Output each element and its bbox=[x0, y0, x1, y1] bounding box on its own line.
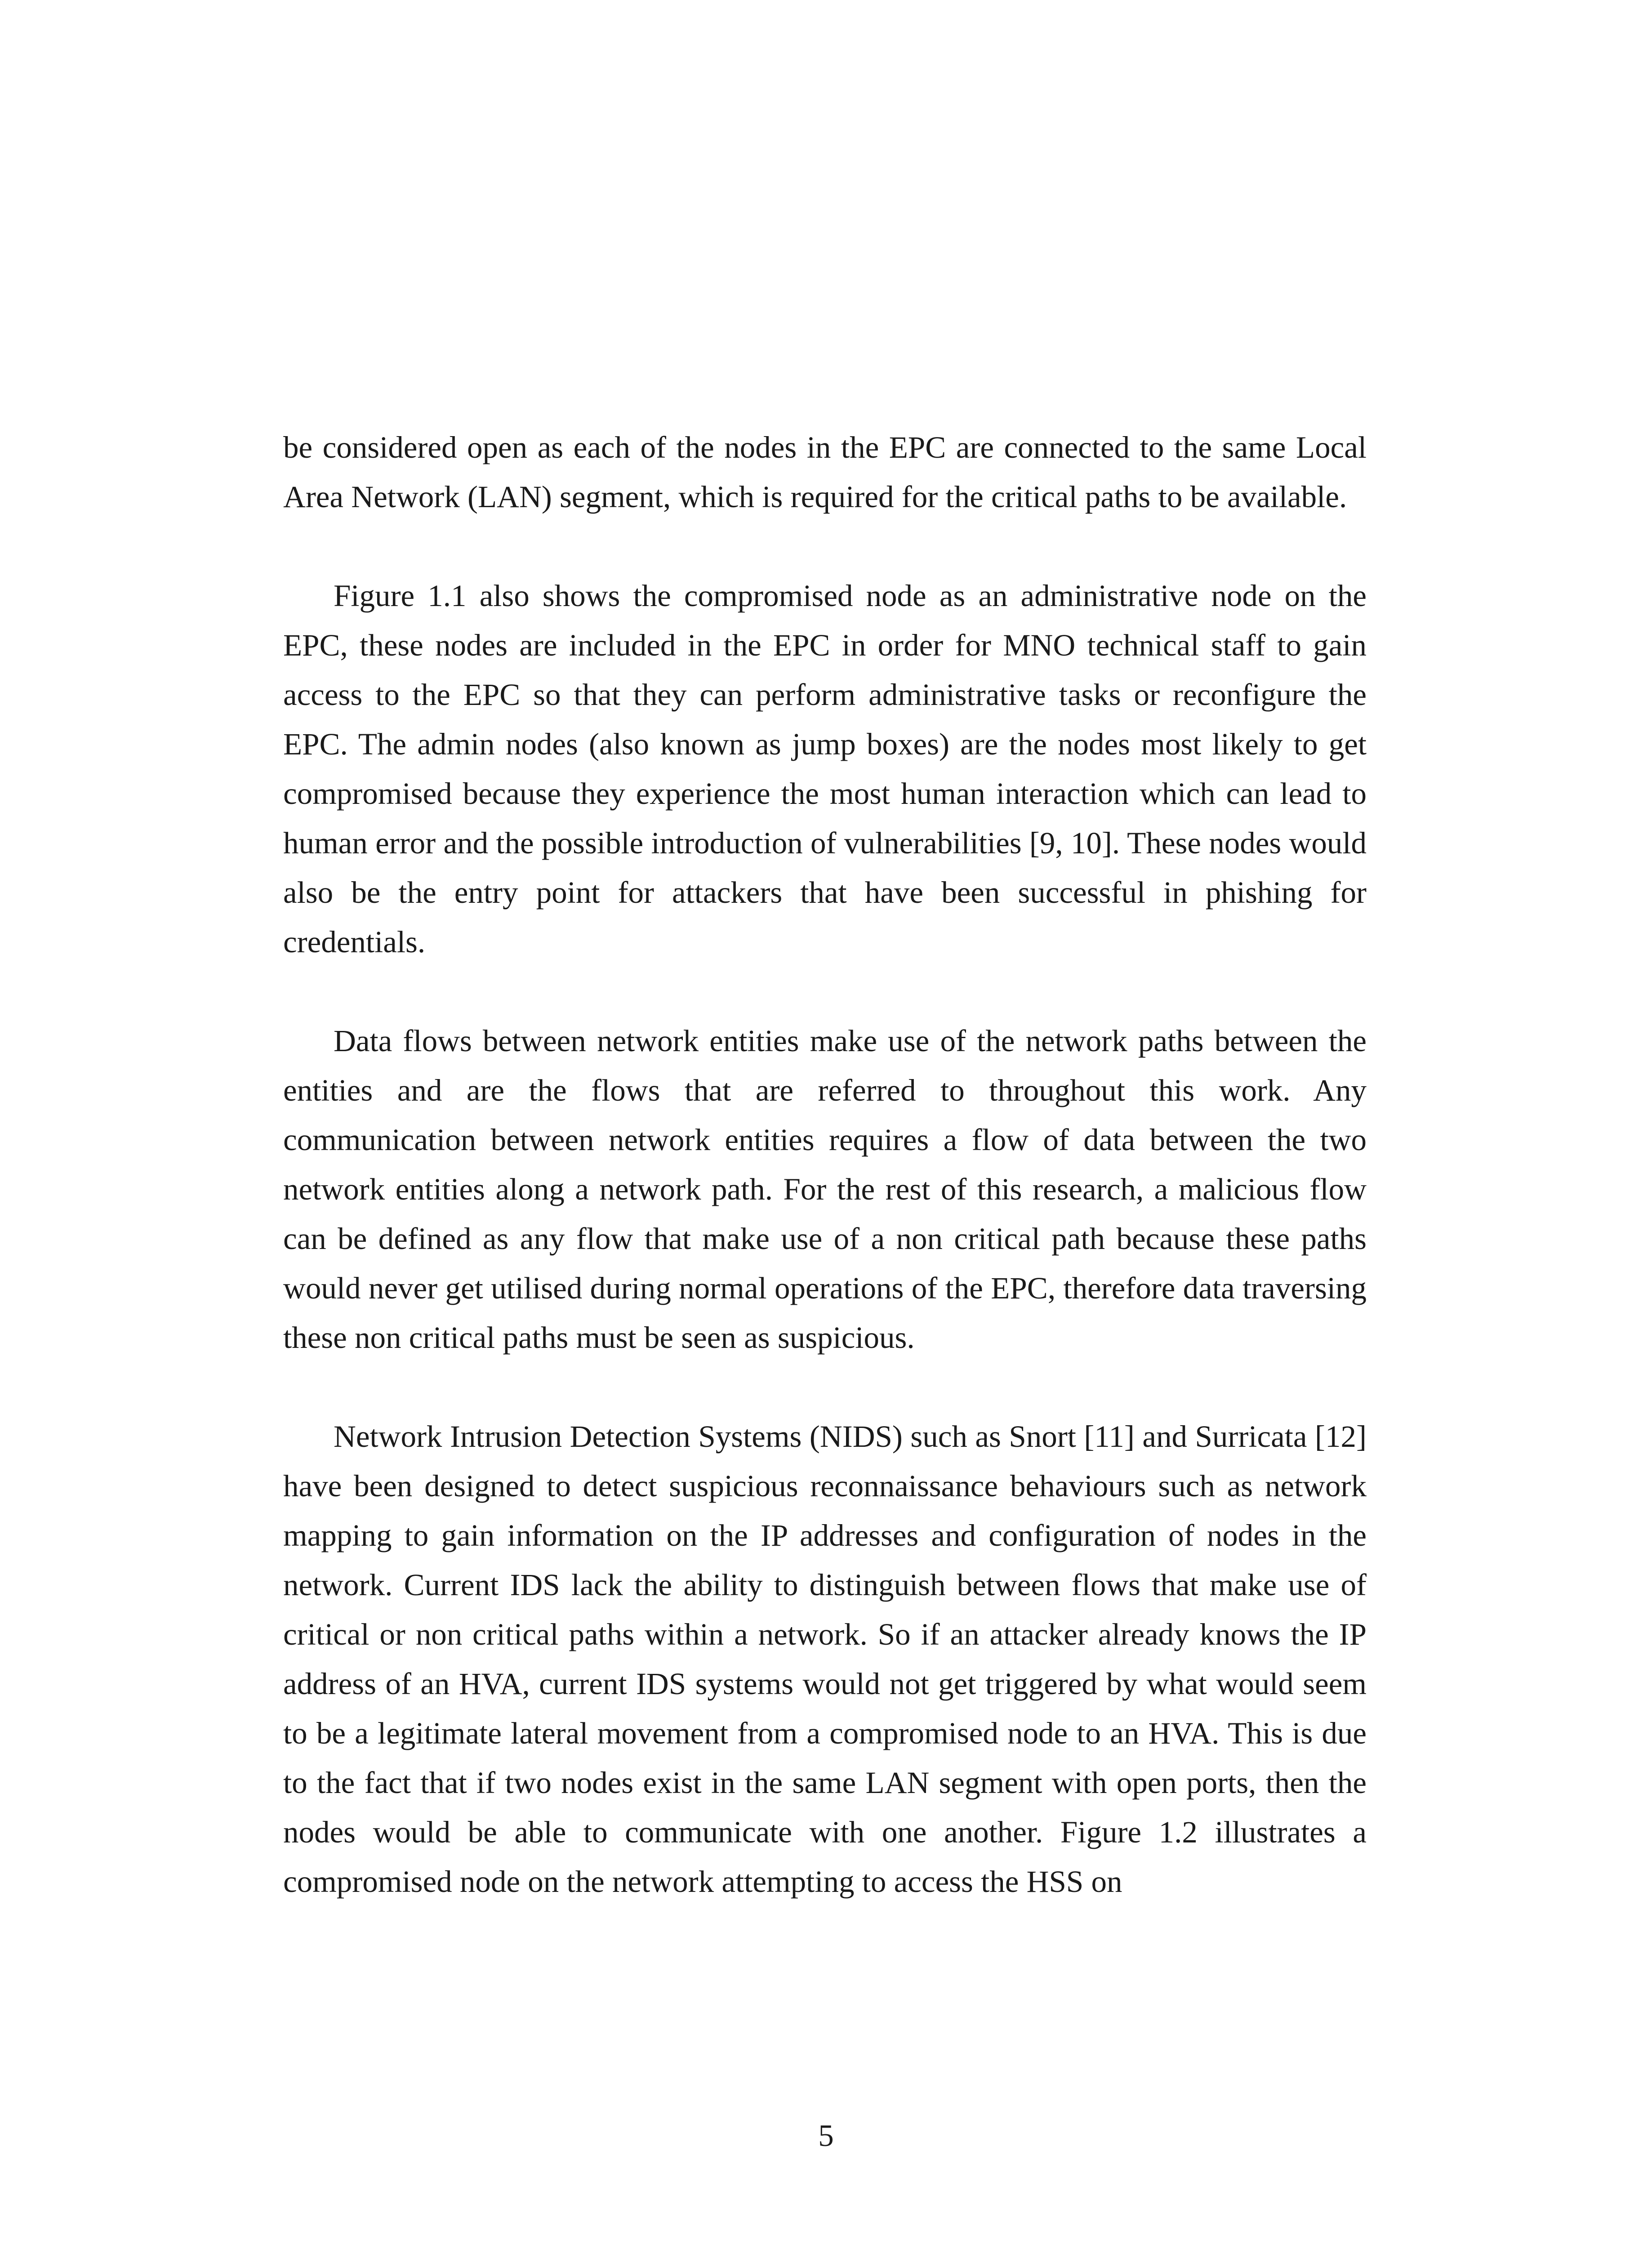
paragraph-data-flows: Data flows between network entities make use of the network paths between the entities and are the flows that are referred to throughout this work. Any communication between network entities requires a flow of data between the two network entities along a network path. For the rest of this research, a malicious flow can be defined as any flow that make use of a non critical path because these paths would never get utilised during normal operations of the EPC, therefore data traversing these non critical paths must be seen as suspicious. bbox=[283, 1024, 1367, 1355]
body-text bbox=[283, 423, 1367, 1906]
paragraph-admin-nodes: Figure 1.1 also shows the compromised node as an administrative node on the EPC, these nodes are included in the EPC in order for MNO technical staff to gain access to the EPC so that they can perform administrative tasks or reconfigure the EPC. The admin nodes (also known as jump boxes) are the nodes most likely to get compromised because they experience the most human interaction which can lead to human error and the possible introduction of vulnerabilities [9, 10]. These nodes would also be the entry point for attackers that have been successful in phishing for credentials. bbox=[283, 579, 1367, 959]
page-number: 5 bbox=[818, 2119, 834, 2153]
paragraph-nids: Network Intrusion Detection Systems (NIDS) such as Snort [11] and Surricata [12] have been designed to detect suspicious reconnaissance behaviours such as network mapping to gain information on the IP addresses and configuration of nodes in the network. Current IDS lack the ability to distinguish between flows that make use of critical or non critical paths within a network. So if an attacker already knows the IP address of an HVA, current IDS systems would not get triggered by what would seem to be a legitimate lateral movement from a compromised node to an HVA. This is due to the fact that if two nodes exist in the same LAN segment with open ports, then the nodes would be able to communicate with one another. Figure 1.2 illustrates a compromised node on the network attempting to access the HSS on bbox=[283, 1419, 1367, 1899]
paragraph-continuation: be considered open as each of the nodes in the EPC are connected to the same Local Area Network (LAN) segment, which is required for the critical paths to be available. bbox=[283, 430, 1367, 514]
